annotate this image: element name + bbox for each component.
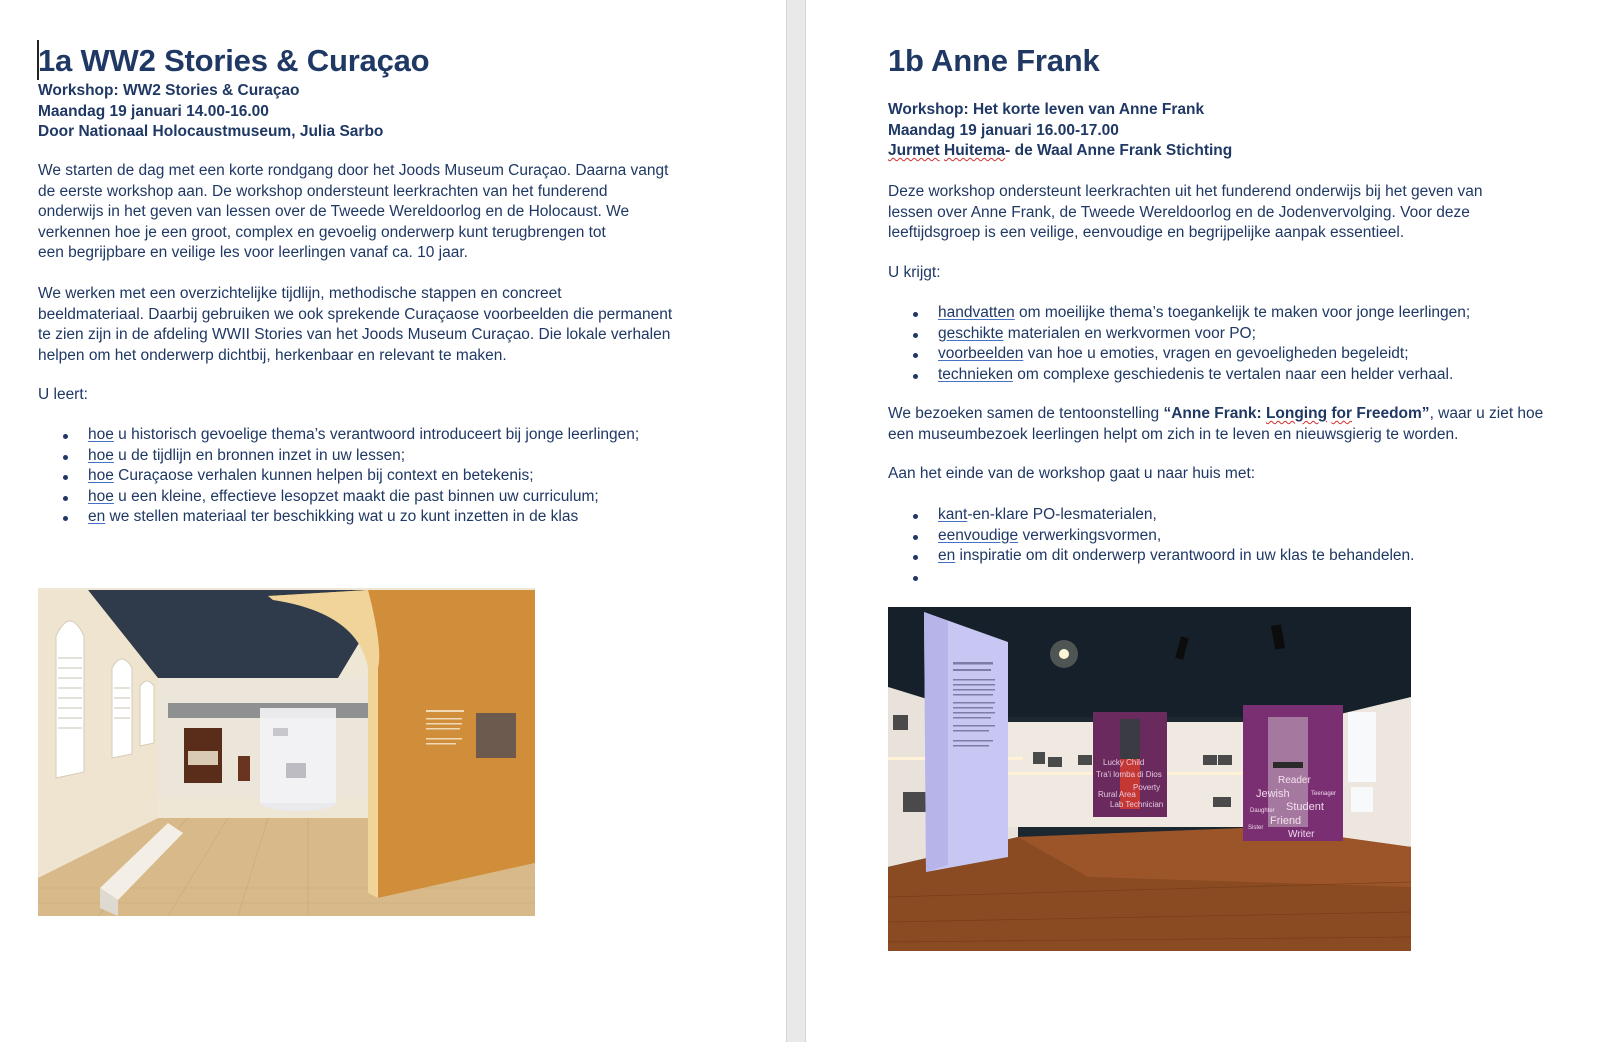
list-item-lead: en (88, 508, 106, 525)
list-item (38, 507, 639, 528)
list-item-lead: voorbeelden (938, 345, 1024, 362)
list-item-lead: eenvoudige (938, 526, 1019, 544)
workshop-title: Workshop: WW2 Stories & Curaçao (38, 82, 300, 99)
list-item-text: Curaçaose verhalen kunnen helpen bij context en betekenis; (113, 467, 534, 484)
exhibition-paragraph (888, 404, 1543, 445)
text-line: onderwijs in het geven van lessen over de Tweede Wereldoorlog en de Holocaust. We (38, 203, 630, 220)
page-gutter (786, 0, 806, 1042)
text-line: een begrijpbare en veilige les voor leerlingen vanaf ca. 10 jaar. (38, 244, 468, 261)
workshop-title: Workshop: Het korte leven van Anne Frank (888, 101, 1205, 118)
list-item (38, 425, 639, 446)
list-item (888, 526, 1414, 547)
spellcheck-word: Longing (1265, 405, 1328, 422)
learning-goals-list (38, 425, 639, 528)
list-item-text: verwerkingsvormen, (1018, 526, 1162, 544)
list-item-empty[interactable] (888, 567, 1414, 588)
bullet-icon (63, 455, 68, 460)
text-line: We starten de dag met een korte rondgang door het Joods Museum Curaçao. Daarna vangt (38, 162, 669, 179)
text-line: te zien zijn in de afdeling WWII Stories van het Joods Museum Curaçao. Die lokale verhalen (38, 326, 671, 343)
list-item (888, 344, 1470, 365)
section-heading-1b: 1b Anne Frank (888, 43, 1100, 78)
spellcheck-word: for (1331, 405, 1353, 422)
bullet-icon (913, 555, 918, 560)
list-item-text: u een kleine, effectieve lesopzet maakt die past binnen uw curriculum; (113, 487, 599, 505)
list-item (888, 505, 1414, 526)
list-item-lead: hoe (88, 467, 114, 484)
intro-paragraph (38, 161, 668, 264)
bullet-icon (63, 434, 68, 439)
list-item-lead: handvatten (938, 304, 1015, 321)
presenter-first-name: Jurmet (888, 142, 940, 159)
exhibition-room-photo[interactable] (888, 607, 1411, 951)
list-item-text: materialen en werkvormen voor PO; (1003, 324, 1256, 342)
presenter-last-name: Huitema (944, 142, 1006, 159)
bullet-icon (913, 333, 918, 338)
svg-text:Daughter: Daughter (1250, 808, 1275, 814)
list-item-text: van hoe u emoties, vragen en gevoeligheden begeleidt; (1023, 345, 1409, 362)
bullet-icon (913, 312, 918, 317)
workshop-presenter: Door Nationaal Holocaustmuseum, Julia Sarbo (38, 123, 384, 140)
svg-text:Student: Student (1286, 801, 1324, 813)
list-item (38, 487, 639, 508)
workshop-meta (888, 100, 1232, 162)
svg-text:Lab Technician: Lab Technician (1110, 800, 1164, 809)
svg-text:Reader: Reader (1278, 775, 1311, 786)
text-line: een museumbezoek leerlingen helpt om zich in te leven en nieuwsgierig te worden. (888, 425, 1459, 443)
presenter-rest: - de Waal Anne Frank Stichting (1005, 142, 1233, 159)
list-item-text: -en-klare PO-lesmaterialen, (967, 506, 1157, 523)
list-item-text: om complexe geschiedenis te vertalen naar een helder verhaal. (1012, 365, 1454, 383)
svg-text:Jewish: Jewish (1256, 788, 1290, 800)
exhibition-title (1163, 405, 1429, 422)
document-page-left[interactable] (0, 0, 786, 1042)
text-segment: , waar u ziet hoe (1429, 405, 1544, 422)
text-line: verkennen hoe je een groot, complex en gevoelig onderwerp kunt terugbrengen tot (38, 223, 606, 241)
list-item (888, 324, 1470, 345)
svg-text:Friend: Friend (1270, 815, 1302, 827)
museum-hallway-photo[interactable] (38, 588, 535, 916)
text-line: We werken met een overzichtelijke tijdlijn, methodische stappen en concreet (38, 285, 562, 302)
list-item (888, 365, 1470, 386)
bullet-icon (63, 496, 68, 501)
method-paragraph (38, 284, 672, 366)
text-line: leeftijdsgroep is een veilige, eenvoudige en begrijpelijke aanpak essentieel. (888, 224, 1405, 241)
document-page-right[interactable] (806, 0, 1600, 1042)
list-intro-text: U leert: (38, 386, 88, 403)
bullet-icon (913, 576, 918, 581)
list-item (38, 466, 639, 487)
workshop-meta (38, 81, 383, 143)
text-segment: We bezoeken samen de tentoonstelling (888, 405, 1164, 422)
list-item (888, 303, 1470, 324)
section-heading-1a: 1a WW2 Stories & Curaçao (38, 43, 430, 78)
text-segment: Freedom” (1352, 405, 1430, 422)
list-item-lead: hoe (88, 487, 114, 505)
list-item-lead: en (938, 547, 956, 564)
list-item (888, 546, 1414, 567)
list-intro (38, 385, 88, 406)
bullet-icon (913, 353, 918, 358)
text-line (888, 404, 1543, 425)
list-item-lead: geschikte (938, 324, 1004, 342)
bullet-icon (913, 535, 918, 540)
text-line: helpen om het onderwerp dichtbij, herkenbaar en relevant te maken. (38, 346, 507, 364)
list-item-text: om moeilijke thema’s toegankelijk te maken voor jonge leerlingen; (1014, 304, 1471, 321)
list-item-text: u de tijdlijn en bronnen inzet in uw lessen; (113, 446, 406, 464)
text-line: lessen over Anne Frank, de Tweede Wereldoorlog en de Jodenvervolging. Voor deze (888, 203, 1470, 221)
list-item-lead: technieken (938, 365, 1013, 383)
list-item-text: inspiratie om dit onderwerp verantwoord in uw klas te behandelen. (955, 547, 1415, 564)
list-item-lead: kant (938, 506, 968, 523)
list-item-lead: hoe (88, 446, 114, 464)
bullet-icon (63, 475, 68, 480)
workshop-date: Maandag 19 januari 16.00-17.00 (888, 121, 1119, 139)
text-segment: “Anne Frank: (1163, 405, 1266, 422)
svg-text:Writer: Writer (1288, 829, 1315, 840)
svg-text:Rural Area: Rural Area (1098, 790, 1136, 799)
bullet-icon (913, 514, 918, 519)
intro-paragraph (888, 182, 1483, 244)
list-item-text: u historisch gevoelige thema’s verantwoord introduceert bij jonge leerlingen; (113, 426, 640, 443)
text-line: de eerste workshop aan. De workshop ondersteunt leerkrachten van het funderend (38, 182, 608, 200)
text-line: Deze workshop ondersteunt leerkrachten uit het funderend onderwijs bij het geven van (888, 183, 1483, 200)
takeaways-list (888, 505, 1414, 587)
text-line: beeldmateriaal. Daarbij gebruiken we ook sprekende Curaçaose voorbeelden die permanent (38, 305, 673, 323)
deliverables-list (888, 303, 1470, 385)
bullet-icon (63, 516, 68, 521)
list-item-lead: hoe (88, 426, 114, 443)
svg-text:Poverty: Poverty (1133, 783, 1161, 792)
bullet-icon (913, 374, 918, 379)
svg-text:Teenager: Teenager (1311, 791, 1337, 797)
svg-text:Lucky Child: Lucky Child (1103, 758, 1145, 767)
photo-illustration (888, 607, 1411, 951)
list-intro-text: U krijgt: (888, 264, 941, 281)
list-item (38, 446, 639, 467)
list2-intro (888, 464, 1255, 485)
workshop-date: Maandag 19 januari 14.00-16.00 (38, 102, 269, 120)
workshop-presenter (888, 141, 1232, 162)
photo-illustration (38, 588, 535, 916)
list-item-text: we stellen materiaal ter beschikking wat u zo kunt inzetten in de klas (105, 508, 579, 525)
svg-text:Tra'i lomba di Dios: Tra'i lomba di Dios (1096, 770, 1162, 779)
svg-text:Sister: Sister (1248, 825, 1264, 831)
list-intro-text: Aan het einde van de workshop gaat u naar huis met: (888, 465, 1256, 482)
list-intro (888, 263, 941, 284)
